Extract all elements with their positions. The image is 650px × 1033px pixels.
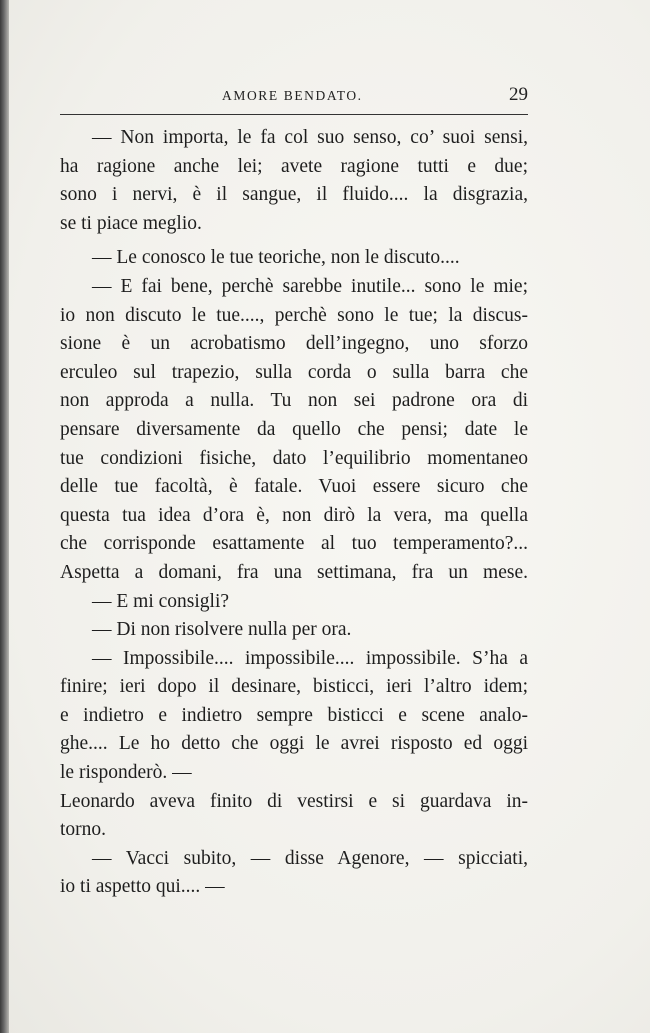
body-text	[60, 124, 528, 902]
running-title: AMORE BENDATO.	[222, 88, 363, 103]
text-line: erculeo sul trapezio, sulla corda o sulla barra che	[60, 361, 528, 383]
text-line: io non discuto le tue...., perchè sono le tue; la discus-	[60, 304, 528, 326]
text-line: — Di non risolvere nulla per ora.	[92, 619, 352, 641]
text-line: delle tue facoltà, è fatale. Vuoi essere sicuro che	[60, 476, 528, 498]
text-line: — Impossibile.... impossibile.... impossibile. S’ha a	[92, 647, 528, 669]
text-line: ha ragione anche lei; avete ragione tutti e due;	[60, 155, 528, 177]
text-line: torno.	[60, 819, 107, 841]
text-line: sono i nervi, è il sangue, il fluido.... la disgrazia,	[60, 184, 528, 206]
text-line: ghe.... Le ho detto che oggi le avrei risposto ed oggi	[60, 733, 528, 755]
text-line: — E mi consigli?	[92, 590, 230, 612]
text-line: — E fai bene, perchè sarebbe inutile... sono le mie;	[92, 275, 528, 297]
text-line: — Le conosco le tue teoriche, non le discuto....	[92, 247, 460, 269]
text-line: non approda a nulla. Tu non sei padrone ora di	[60, 390, 528, 412]
text-line: io ti aspetto qui.... —	[60, 876, 225, 898]
text-line: che corrisponde esattamente al tuo temperamento?...	[60, 533, 528, 555]
book-spine-shadow	[0, 0, 9, 1033]
header-rule	[60, 114, 528, 115]
text-line: le risponderò. —	[60, 762, 192, 784]
text-line: Aspetta a domani, fra una settimana, fra un mese.	[60, 561, 528, 583]
text-line: e indietro e indietro sempre bisticci e scene analo-	[60, 704, 528, 726]
text-line: finire; ieri dopo il desinare, bisticci, ieri l’altro idem;	[60, 676, 528, 698]
text-line: Leonardo aveva finito di vestirsi e si guardava in-	[60, 790, 528, 812]
text-line: pensare diversamente da quello che pensi; date le	[60, 418, 528, 440]
text-line: — Vacci subito, — disse Agenore, — spicciati,	[92, 847, 528, 869]
text-line: questa tua idea d’ora è, non dirò la vera, ma quella	[60, 504, 528, 526]
page-number: 29	[509, 84, 528, 105]
text-line: se ti piace meglio.	[60, 212, 202, 234]
text-line: tue condizioni fisiche, dato l’equilibrio momentaneo	[60, 447, 528, 469]
text-line: — Non importa, le fa col suo senso, co’ suoi sensi,	[92, 127, 528, 148]
page-header	[60, 84, 528, 108]
text-line: sione è un acrobatismo dell’ingegno, uno sforzo	[60, 333, 528, 355]
